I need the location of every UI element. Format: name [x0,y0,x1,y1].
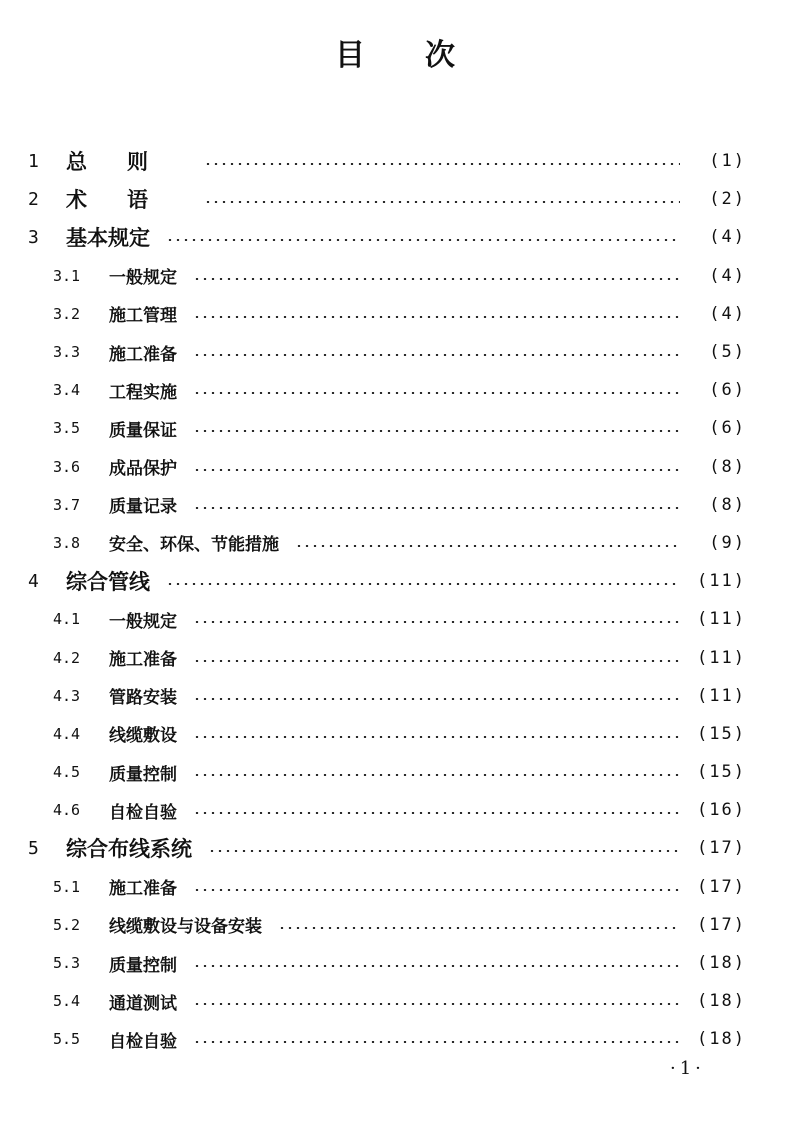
toc-entry-label: 一般规定 [109,611,177,632]
page-number: ·1· [670,1058,705,1079]
toc-entry-number: 4.4 [53,724,81,743]
toc-entry-page: (17) [697,914,746,935]
dot-leader [193,774,680,776]
toc-entry-number: 3.6 [53,457,81,476]
toc-entry-3-5[interactable] [28,409,746,447]
toc-entry-3-6[interactable] [28,448,746,486]
toc-entry-number: 5.3 [53,954,81,973]
toc-entry-page: (11) [697,571,746,592]
dot-leader [193,469,680,471]
toc-entry-page: (15) [697,762,746,783]
toc-entry-page: (11) [697,609,746,630]
toc-entry-5-2[interactable] [28,906,746,944]
toc-entry-page: (17) [697,838,746,859]
toc-entry-label: 线缆敷设与设备安装 [109,917,262,938]
toc-entry-label: 工程实施 [109,382,177,403]
toc-entry-page: (16) [697,800,746,821]
toc-entry-4-6[interactable] [28,791,746,829]
dot-leader [193,621,680,623]
dot-leader [193,812,680,814]
toc-entry-2[interactable] [28,180,746,218]
toc-entry-number: 5 [28,837,39,859]
toc-entry-page: (9) [709,532,746,553]
toc-entry-number: 3 [28,226,39,248]
toc-entry-number: 4.3 [53,686,81,705]
toc-entry-3-8[interactable] [28,524,746,562]
toc-entry-page: (11) [697,647,746,668]
toc-entry-label: 综合管线 [66,569,150,595]
dot-leader [193,507,680,509]
toc-entry-page: (5) [709,342,746,363]
toc-entry-page: (6) [709,418,746,439]
page-title: 目次 [335,38,515,73]
toc-entry-label: 施工准备 [109,344,177,365]
toc-entry-number: 5.1 [53,877,81,896]
toc-entry-label: 一般规定 [109,268,177,289]
dot-leader [204,201,680,203]
dot-leader [193,698,680,700]
toc-entry-page: (18) [697,1029,746,1050]
dot-leader [166,239,680,241]
dot-leader [208,850,680,852]
toc-entry-number: 5.5 [53,1030,81,1049]
toc-entry-page: (2) [709,189,746,210]
toc-entry-4[interactable] [28,562,746,600]
toc-entry-3-2[interactable] [28,295,746,333]
toc-entry-5[interactable] [28,829,746,867]
toc-entry-number: 3.5 [53,419,81,438]
toc-entry-number: 3.4 [53,381,81,400]
dot-leader [193,278,680,280]
toc-entry-4-5[interactable] [28,753,746,791]
toc-entry-3-3[interactable] [28,333,746,371]
toc-entry-label: 质量记录 [109,497,177,518]
dot-leader [295,545,680,547]
toc-entry-number: 3.8 [53,533,81,552]
toc-entry-number: 3.7 [53,495,81,514]
dot-leader [193,430,680,432]
toc-entry-label: 质量控制 [109,955,177,976]
dot-leader [278,927,680,929]
toc-entry-page: (4) [709,303,746,324]
toc-entry-label: 施工准备 [109,650,177,671]
toc-entry-label: 术语 [66,187,188,213]
dot-leader [166,583,680,585]
toc-entry-page: (11) [697,685,746,706]
toc-entry-number: 3.2 [53,304,81,323]
toc-entry-number: 3.1 [53,266,81,285]
toc-entry-page: (17) [697,876,746,897]
toc-entry-label: 安全、环保、节能措施 [109,535,279,556]
toc-entry-page: (18) [697,953,746,974]
toc-entry-number: 4.2 [53,648,81,667]
toc-entry-page: (4) [709,265,746,286]
toc-entry-5-4[interactable] [28,982,746,1020]
toc-entry-number: 1 [28,150,39,172]
dot-leader [193,354,680,356]
toc-entry-3-7[interactable] [28,486,746,524]
toc-entry-label: 施工管理 [109,306,177,327]
dot-leader [193,392,680,394]
toc-entry-number: 4.6 [53,801,81,820]
toc-entry-number: 4 [28,570,39,592]
toc-entry-number: 5.4 [53,992,81,1011]
toc-entry-3-4[interactable] [28,371,746,409]
toc-entry-4-4[interactable] [28,715,746,753]
toc-entry-label: 质量控制 [109,764,177,785]
toc-entry-label: 基本规定 [66,225,150,251]
dot-leader [193,889,680,891]
toc-entry-label: 管路安装 [109,688,177,709]
toc-entry-page: (8) [709,494,746,515]
toc-entry-4-2[interactable] [28,638,746,676]
toc-entry-page: (15) [697,723,746,744]
toc-entry-4-3[interactable] [28,677,746,715]
toc-entry-page: (8) [709,456,746,477]
toc-entry-label: 线缆敷设 [109,726,177,747]
toc-entry-label: 自检自验 [109,802,177,823]
toc-entry-5-3[interactable] [28,944,746,982]
dot-leader [193,1041,680,1043]
toc-entry-1[interactable] [28,142,746,180]
toc-entry-label: 总则 [66,149,188,175]
toc-entry-label: 综合布线系统 [66,836,192,862]
toc-entry-5-5[interactable] [28,1020,746,1058]
toc-entry-number: 4.5 [53,763,81,782]
toc-entry-label: 成品保护 [109,459,177,480]
toc-entry-page: (4) [709,227,746,248]
dot-leader [193,316,680,318]
toc-entry-page: (18) [697,991,746,1012]
toc-entry-5-1[interactable] [28,868,746,906]
toc-entry-label: 质量保证 [109,420,177,441]
toc-entry-3-1[interactable] [28,257,746,295]
dot-leader [193,1003,680,1005]
toc-entry-label: 通道测试 [109,993,177,1014]
toc-entry-3[interactable] [28,218,746,256]
toc-entry-number: 4.1 [53,610,81,629]
toc-entry-label: 自检自验 [109,1031,177,1052]
dot-leader [193,736,680,738]
table-of-contents [28,142,746,1059]
dot-leader [193,660,680,662]
toc-entry-number: 3.3 [53,343,81,362]
dot-leader [204,163,680,165]
dot-leader [193,965,680,967]
toc-entry-number: 2 [28,188,39,210]
toc-entry-label: 施工准备 [109,879,177,900]
toc-entry-4-1[interactable] [28,600,746,638]
toc-entry-page: (1) [709,151,746,172]
toc-entry-number: 5.2 [53,915,81,934]
toc-entry-page: (6) [709,380,746,401]
